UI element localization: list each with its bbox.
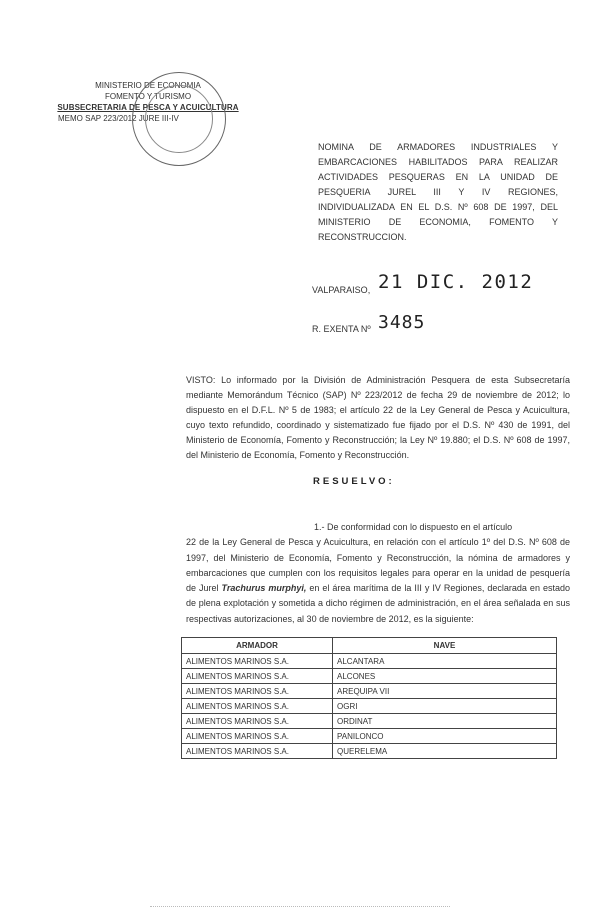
memo-reference: MEMO SAP 223/2012 JURE III-IV (58, 114, 179, 123)
page-bottom-marks (150, 906, 450, 909)
paragraph-1-text-b: en el área marítima de la III y IV Regiones, declarada en estado de plena explotación y sometida a dicho régimen de administración, en el área señalada en sus respectivas autorizaciones, al 30 de noviembre de 2012, es la siguiente: (186, 583, 570, 624)
exenta-label: R. EXENTA Nº (312, 324, 371, 334)
armadores-table (181, 637, 557, 759)
paragraph-1 (186, 520, 570, 627)
official-seal (132, 72, 226, 166)
cell-armador: ALIMENTOS MARINOS S.A. (182, 684, 333, 699)
cell-nave: OGRI (333, 699, 557, 714)
visto-paragraph: VISTO: Lo informado por la División de Administración Pesquera de esta Subsecretaría mediante Memorándum Técnico (SAP) Nº 223/2012 de fecha 29 de noviembre de 2012; lo dispuesto en el D.F.L. Nº 5 de 1983; el artículo 22 de la Ley General de Pesca y Acuicultura, cuyo texto refundido, coordinado y sistematizado fue fijado por el D.S. Nº 430 de 1991, del Ministerio de Economía, Fomento y Reconstrucción; la Ley Nº 19.880; el D.S. Nº 608 de 1997, del Ministerio de Economía, Fomento y Reconstrucción. (186, 375, 570, 460)
cell-armador: ALIMENTOS MARINOS S.A. (182, 699, 333, 714)
table-row (182, 729, 557, 744)
subsecretaria-name: SUBSECRETARIA DE PESCA Y ACUICULTURA (57, 103, 239, 112)
cell-nave: ALCANTARA (333, 654, 557, 669)
cell-nave: ALCONES (333, 669, 557, 684)
resolution-number (312, 312, 562, 342)
place-date (312, 271, 562, 301)
department-name: FOMENTO Y TURISMO (104, 92, 192, 101)
resuelvo-heading: RESUELVO: (313, 476, 395, 487)
document-title: NOMINA DE ARMADORES INDUSTRIALES Y EMBARCACIONES HABILITADOS PARA REALIZAR ACTIVIDADES PESQUERAS EN LA UNIDAD DE PESQUERIA JUREL III Y IV REGIONES, INDIVIDUALIZADA EN EL D.S. Nº 608 DE 1997, DEL MINISTERIO DE ECONOMIA, FOMENTO Y RECONSTRUCCION. (318, 142, 558, 242)
paragraph-1-lead: 1.- De conformidad con lo dispuesto en el artículo (314, 522, 513, 532)
table-header-row (182, 638, 557, 654)
cell-nave: AREQUIPA VII (333, 684, 557, 699)
cell-nave: QUERELEMA (333, 744, 557, 759)
cell-armador: ALIMENTOS MARINOS S.A. (182, 669, 333, 684)
table-row (182, 744, 557, 759)
table-row (182, 669, 557, 684)
date-stamp: 21 DIC. 2012 (378, 271, 534, 293)
place-label: VALPARAISO, (312, 285, 371, 295)
column-header-nave: NAVE (333, 638, 557, 654)
cell-armador: ALIMENTOS MARINOS S.A. (182, 654, 333, 669)
cell-armador: ALIMENTOS MARINOS S.A. (182, 729, 333, 744)
table-row (182, 654, 557, 669)
exenta-number: 3485 (378, 312, 426, 333)
cell-nave: ORDINAT (333, 714, 557, 729)
table-row (182, 684, 557, 699)
cell-armador: ALIMENTOS MARINOS S.A. (182, 744, 333, 759)
species-name: Trachurus murphyi, (221, 583, 307, 594)
cell-nave: PANILONCO (333, 729, 557, 744)
ministry-name: MINISTERIO DE ECONOMIA (95, 81, 201, 90)
cell-armador: ALIMENTOS MARINOS S.A. (182, 714, 333, 729)
paragraph-1-text-a: 22 de la Ley General de Pesca y Acuicultura, en relación con el artículo 1º del D.S. Nº 608 de 1997, del Ministerio de Economía, Fomento y Reconstrucción, la nómina de armadores y embarcaciones que cumplen con los requisitos legales para operar en la unidad de pesquería de Jurel (186, 537, 570, 594)
table-row (182, 699, 557, 714)
column-header-armador: ARMADOR (182, 638, 333, 654)
table-row (182, 714, 557, 729)
